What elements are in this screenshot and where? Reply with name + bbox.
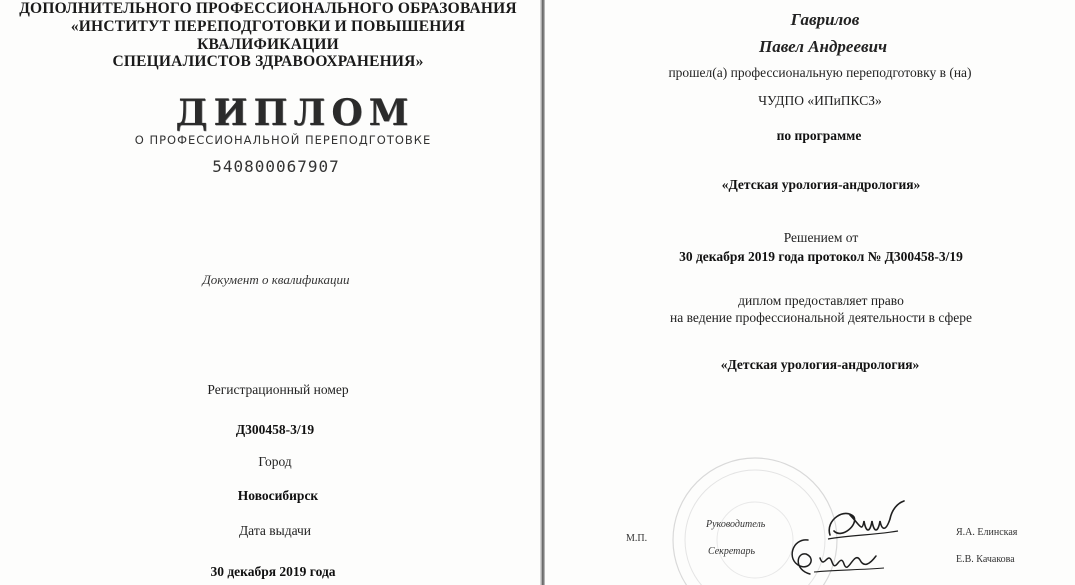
city-value: Новосибирск [237, 488, 319, 503]
org-name-line-4: СПЕЦИАЛИСТОВ ЗДРАВООХРАНЕНИЯ» [112, 53, 424, 70]
holder-given-names: Павел Андреевич [759, 37, 887, 56]
program-label: по программе [776, 128, 862, 143]
decision-protocol: 30 декабря 2019 года протокол № Д300458-3/19 [679, 249, 963, 264]
stamp-place-label: М.П. [626, 533, 648, 544]
diploma-subtitle: О ПРОФЕССИОНАЛЬНОЙ ПЕРЕПОДГОТОВКЕ [134, 133, 432, 147]
passed-retraining-text: прошел(а) профессиональную переподготовку в (на) [668, 65, 972, 80]
head-name: Я.А. Елинская [956, 527, 1018, 538]
diploma-title: ДИПЛОМ [175, 92, 415, 134]
issue-date: 30 декабря 2019 года [210, 564, 336, 579]
secretary-title-label: Секретарь [708, 546, 756, 557]
org-name-line-3: КВАЛИФИКАЦИИ [197, 36, 339, 53]
rights-text-line-2: на ведение профессиональной деятельности в сфере [670, 310, 972, 325]
secretary-signature [780, 530, 900, 585]
holder-surname: Гаврилов [790, 10, 860, 29]
rights-text-line-1: диплом предоставляет право [738, 293, 904, 308]
institution-short-name: ЧУДПО «ИПиПКСЗ» [758, 93, 882, 108]
program-name: «Детская урология-андрология» [721, 177, 921, 192]
activity-sphere: «Детская урология-андрология» [720, 357, 920, 372]
issue-date-label: Дата выдачи [238, 523, 312, 538]
secretary-name: Е.В. Качакова [956, 554, 1015, 565]
head-title-label: Руководитель [706, 519, 766, 530]
document-type-label: Документ о квалификации [202, 272, 350, 287]
org-name-line-1: ДОПОЛНИТЕЛЬНОГО ПРОФЕССИОНАЛЬНОГО ОБРАЗОВАНИЯ [19, 0, 517, 17]
org-name-line-2: «ИНСТИТУТ ПЕРЕПОДГОТОВКИ И ПОВЫШЕНИЯ [70, 18, 466, 35]
decision-label: Решением от [783, 230, 859, 245]
registration-number: Д300458-3/19 [235, 422, 315, 437]
diploma-serial-number: 540800067907 [212, 157, 340, 176]
city-label: Город [258, 454, 292, 469]
diploma-right-page [545, 0, 1075, 585]
registration-number-label: Регистрационный номер [207, 382, 349, 397]
